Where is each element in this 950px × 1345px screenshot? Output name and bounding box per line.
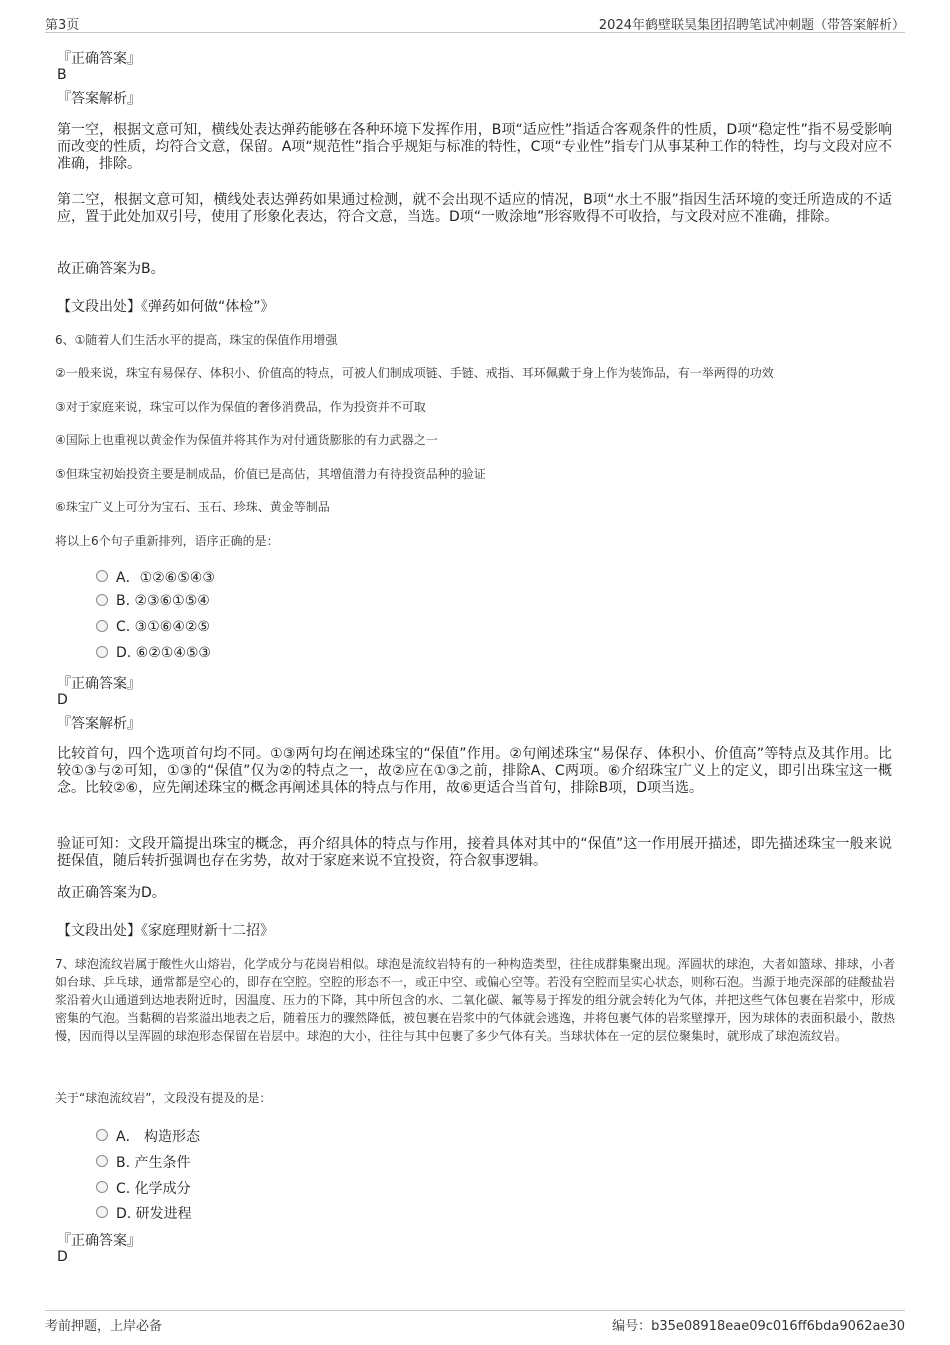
question-sentence: ⑥珠宝广义上可分为宝石、玉石、珍珠、黄金等制品 bbox=[55, 500, 330, 514]
analysis-label: 『答案解析』 bbox=[57, 91, 141, 107]
source-citation: 【文段出处】《家庭理财新十二招》 bbox=[57, 923, 274, 939]
question-prompt: 将以上6个句子重新排列，语序正确的是： bbox=[55, 534, 279, 548]
question-text: 6、①随着人们生活水平的提高，珠宝的保值作用增强 bbox=[55, 333, 338, 347]
option-d[interactable] bbox=[96, 1203, 192, 1221]
analysis-conclusion: 故正确答案为D。 bbox=[57, 885, 166, 901]
correct-answer-label: 『正确答案』 bbox=[57, 676, 141, 692]
option-c[interactable] bbox=[96, 619, 210, 637]
radio-button-icon[interactable] bbox=[96, 620, 108, 632]
analysis-paragraph: 第一空，根据文意可知，横线处表达弹药能够在各种环境下发挥作用，B项“适应性”指适合客观条件的性质，D项“稳定性”指不易受影响而改变的性质，均符合文意，保留。A项“规范性”指合乎规矩与标准的特性，C项“专业性”指专门从事某种工作的特性，均与文段对应不准确，排除。 bbox=[57, 122, 892, 172]
page-number: 第3页 bbox=[45, 18, 80, 33]
question-passage: 7、球泡流纹岩属于酸性火山熔岩，化学成分与花岗岩相似。球泡是流纹岩特有的一种构造类型，往往成群集聚出现。浑圆状的球泡，大者如篮球、排球，小者如台球、乒乓球，通常都是空心的，即存在空腔。空腔的形态不一，或正中空、或偏心空等。若没有空腔而呈实心状态，则称石泡。当源于地壳深部的硅酸盐岩浆沿着火山通道到达地表附近时，因温度、压力的下降，其中所包含的水、二氧化碳、氟等易于挥发的组分就会转化为气体，并把这些气体包裹在岩浆中，形成密集的气泡。当黏稠的岩浆溢出地表之后，随着压力的骤然降低，被包裹在岩浆中的气体就会逃逸，并将包裹气体的岩浆壁撑开，因为球体的表面积最小，散热慢，因而得以呈浑圆的球泡形态保留在岩层中。球泡的大小，往往与其中包裹了多少气体有关。当球状体在一定的层位聚集时，就形成了球泡流纹岩。 bbox=[55, 957, 896, 1043]
correct-answer-value: D bbox=[57, 1249, 68, 1265]
option-label: C. ③①⑥④②⑤ bbox=[116, 619, 210, 635]
option-a[interactable] bbox=[96, 567, 215, 585]
document-title: 2024年鹤壁联昊集团招聘笔试冲刺题（带答案解析） bbox=[598, 18, 905, 33]
radio-button-icon[interactable] bbox=[96, 1155, 108, 1167]
page-header bbox=[45, 12, 905, 33]
footer-slogan: 考前押题，上岸必备 bbox=[45, 1319, 163, 1334]
option-b[interactable] bbox=[96, 593, 210, 611]
radio-button-icon[interactable] bbox=[96, 1129, 108, 1141]
option-b[interactable] bbox=[96, 1152, 191, 1170]
option-label: C. 化学成分 bbox=[116, 1181, 191, 1197]
correct-answer-label: 『正确答案』 bbox=[57, 51, 141, 67]
question-sentence: ②一般来说，珠宝有易保存、体积小、价值高的特点，可被人们制成项链、手链、戒指、耳环佩戴于身上作为装饰品，有一举两得的功效 bbox=[55, 366, 774, 380]
option-label: D. ⑥②①④⑤③ bbox=[116, 645, 211, 661]
question-sentence: ⑤但珠宝初始投资主要是制成品，价值已是高估，其增值潜力有待投资品种的验证 bbox=[55, 467, 486, 481]
option-label: A．①②⑥⑤④③ bbox=[116, 570, 215, 586]
document-code: 编号：b35e08918eae09c016ff6bda9062ae30 bbox=[612, 1319, 905, 1334]
option-label: B. 产生条件 bbox=[116, 1155, 191, 1171]
question-sentence: ③对于家庭来说，珠宝可以作为保值的奢侈消费品，作为投资并不可取 bbox=[55, 400, 426, 414]
radio-button-icon[interactable] bbox=[96, 1181, 108, 1193]
analysis-paragraph: 验证可知：文段开篇提出珠宝的概念，再介绍具体的特点与作用，接着具体对其中的“保值”这一作用展开描述，即先描述珠宝一般来说挺保值，随后转折强调也存在劣势，故对于家庭来说不宜投资，符合叙事逻辑。 bbox=[57, 836, 892, 869]
radio-button-icon[interactable] bbox=[96, 1206, 108, 1218]
analysis-conclusion: 故正确答案为B。 bbox=[57, 261, 165, 277]
radio-button-icon[interactable] bbox=[96, 570, 108, 582]
correct-answer-value: B bbox=[57, 67, 67, 83]
analysis-paragraph: 比较首句，四个选项首句均不同。①③两句均在阐述珠宝的“保值”作用。②句阐述珠宝“易保存、体积小、价值高”等特点及其作用。比较①③与②可知，①③的“保值”仅为②的特点之一，故②应在①③之前，排除A、C两项。⑥介绍珠宝广义上的定义，即引出珠宝这一概念。比较②⑥，应先阐述珠宝的概念再阐述具体的特点与作用，故⑥更适合当首句，排除B项，D项当选。 bbox=[57, 746, 892, 796]
radio-button-icon[interactable] bbox=[96, 646, 108, 658]
option-a[interactable] bbox=[96, 1126, 200, 1144]
option-d[interactable] bbox=[96, 645, 211, 663]
page-footer bbox=[45, 1310, 905, 1333]
option-label: B. ②③⑥①⑤④ bbox=[116, 593, 210, 609]
option-label: A． 构造形态 bbox=[116, 1129, 201, 1145]
correct-answer-value: D bbox=[57, 692, 68, 708]
source-citation: 【文段出处】《弹药如何做“体检”》 bbox=[57, 299, 275, 315]
analysis-paragraph: 第二空，根据文意可知，横线处表达弹药如果通过检测，就不会出现不适应的情况，B项“水土不服”指因生活环境的变迁所造成的不适应，置于此处加双引号，使用了形象化表达，符合文意，当选。D项“一败涂地”形容败得不可收拾，与文段对应不准确，排除。 bbox=[57, 192, 892, 225]
option-c[interactable] bbox=[96, 1178, 191, 1196]
option-label: D. 研发进程 bbox=[116, 1206, 192, 1222]
question-prompt: 关于“球泡流纹岩”，文段没有提及的是： bbox=[55, 1091, 272, 1105]
question-sentence: ④国际上也重视以黄金作为保值并将其作为对付通货膨胀的有力武器之一 bbox=[55, 433, 438, 447]
analysis-label: 『答案解析』 bbox=[57, 716, 141, 732]
correct-answer-label: 『正确答案』 bbox=[57, 1233, 141, 1249]
radio-button-icon[interactable] bbox=[96, 594, 108, 606]
